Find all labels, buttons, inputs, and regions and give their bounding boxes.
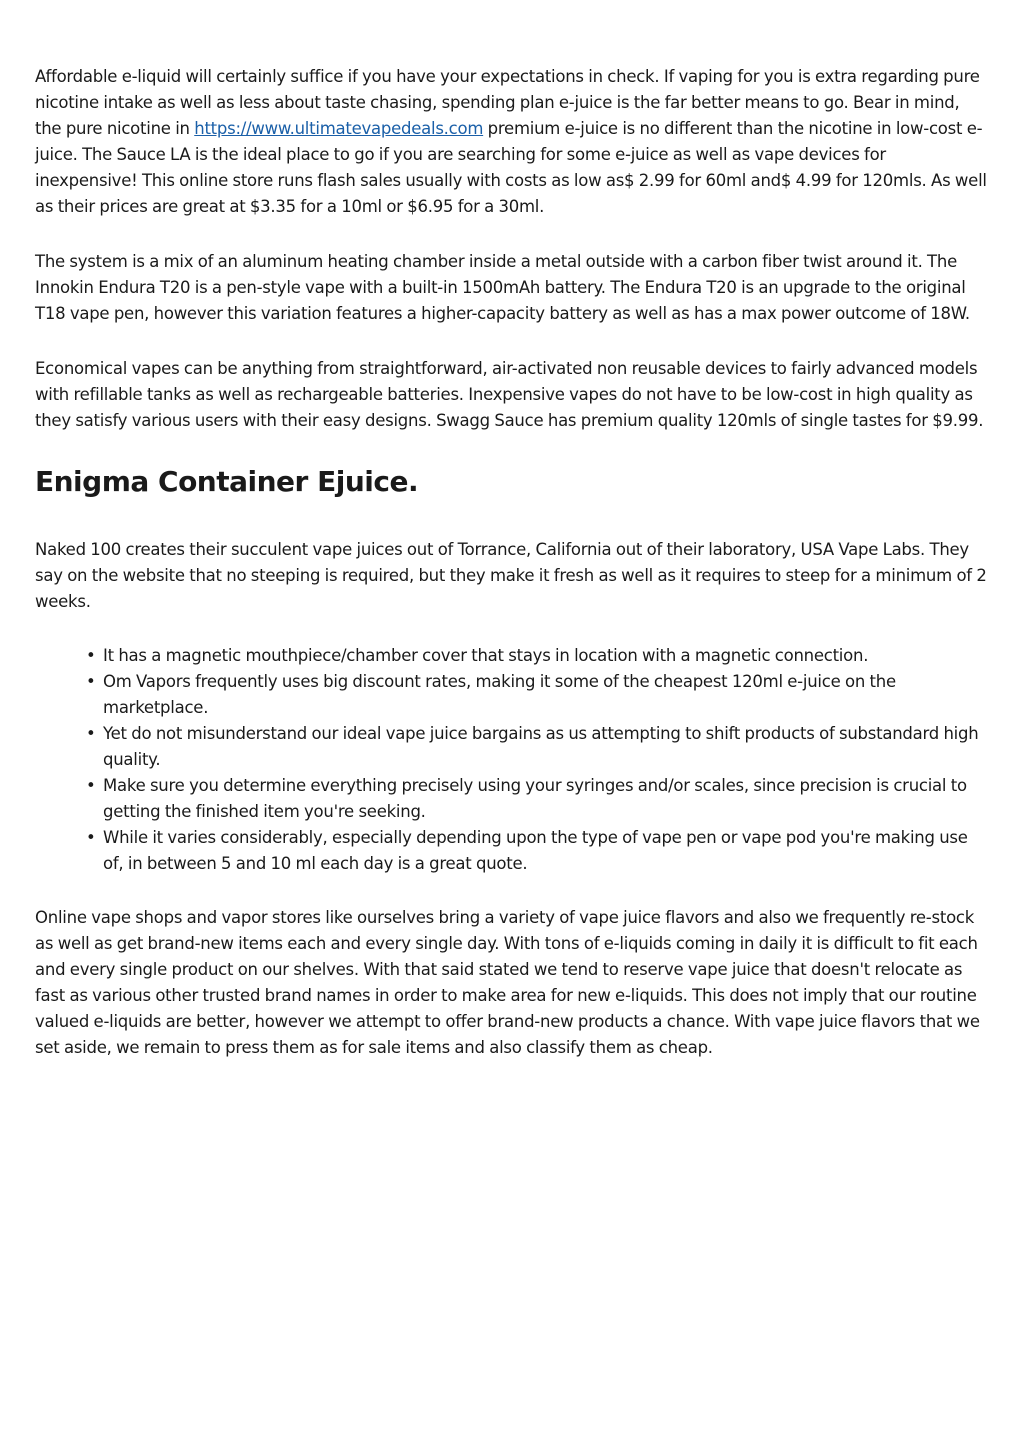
vape-shops-paragraph: Online vape shops and vapor stores like ourselves bring a variety of vape juice flavors and also we frequently re-stock as well as get brand-new items each and every single day. With tons of e-liquids coming in daily it is difficult to fit each and every single product on our shelves. With that said stated we tend to reserve vape juice that doesn't relocate as fast as various other trusted brand names in order to make area for new e-liquids. This does not imply that our routine valued e-liquids are better, however we attempt to offer brand-new products a chance. With vape juice flavors that we set aside, we remain to press them as for sale items and also classify them as cheap. [35,908,980,1057]
list-item-text: Om Vapors frequently uses big discount rates, making it some of the cheapest 120ml e-juice on the marketplace. [103,672,896,717]
bullet-icon: • [86,828,96,847]
bullet-icon: • [86,672,96,691]
economical-vapes-paragraph: Economical vapes can be anything from straightforward, air-activated non reusable devices to fairly advanced models with refillable tanks as well as rechargeable batteries. Inexpensive vapes do not have to be low-cost in high quality as they satisfy various users with their easy designs. Swagg Sauce has premium quality 120mls of single tastes for $9.99. [35,359,984,430]
list-item [86,825,990,877]
device-paragraph: The system is a mix of an aluminum heating chamber inside a metal outside with a carbon fiber twist around it. The Innokin Endura T20 is a pen-style vape with a built-in 1500mAh battery. The Endura T20 is an upgrade to the original T18 vape pen, however this variation features a higher-capacity battery as well as has a max power outcome of 18W. [35,252,970,323]
list-item-text: Make sure you determine everything precisely using your syringes and/or scales, since precision is crucial to getting the finished item you're seeking. [103,776,967,821]
section-heading: Enigma Container Ejuice. [35,465,419,498]
naked-100-paragraph: Naked 100 creates their succulent vape juices out of Torrance, California out of their laboratory, USA Vape Labs. They say on the website that no steeping is required, but they make it fresh as well as it requires to steep for a minimum of 2 weeks. [35,540,987,611]
document-page [35,64,990,1061]
list-item-text: Yet do not misunderstand our ideal vape juice bargains as us attempting to shift products of substandard high quality. [103,724,979,769]
bullet-icon: • [86,724,96,743]
list-item [86,773,990,825]
list-item-text: It has a magnetic mouthpiece/chamber cover that stays in location with a magnetic connection. [103,646,869,665]
bullet-icon: • [86,646,96,665]
intro-text-before-link: Affordable e-liquid will certainly suffice if you have your expectations in check. If vaping for you is extra regarding pure nicotine intake as well as less about taste chasing, spending plan e-juice is the far better means to go. Bear in mind, the pure nicotine in [35,67,980,138]
list-item [86,669,990,721]
list-item [86,643,990,669]
intro-text-after-link: premium e-juice is no different than the nicotine in low-cost e-juice. The Sauce LA is the ideal place to go if you are searching for some e-juice as well as vape devices for inexpensive! This online store runs flash sales usually with costs as low as$ 2.99 for 60ml and$ 4.99 for 120mls. As well as their prices are great at $3.35 for a 10ml or $6.95 for a 30ml. [35,119,987,216]
bullet-icon: • [86,776,96,795]
list-item-text: While it varies considerably, especially depending upon the type of vape pen or vape pod you're making use of, in between 5 and 10 ml each day is a great quote. [103,828,968,873]
bullet-list [35,643,990,877]
ultimatevapedeals-link[interactable]: https://www.ultimatevapedeals.com [194,119,484,138]
list-item [86,721,990,773]
intro-paragraph [35,64,990,220]
